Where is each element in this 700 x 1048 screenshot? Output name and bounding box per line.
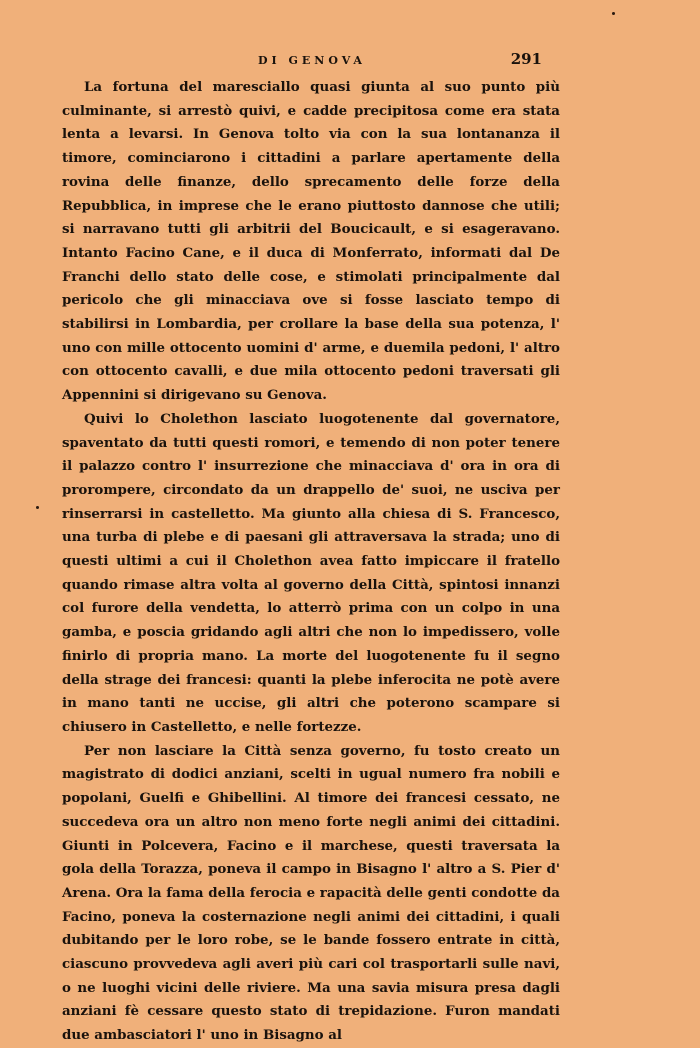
paragraph-2: Quivi lo Cholethon lasciato luogotenente dal governatore, spaventato da tutti questi romori, e temendo di non poter tenere il palazzo contro l' insurrezione che minacciava d' ora in ora di prorompere, circondato da un drappello de' suoi, ne usciva per rinserrarsi in castelletto. Ma giunto alla chiesa di S. Francesco, una turba di plebe e di paesani gli attraversava la strada; uno di questi ultimi a cui il Cholethon avea fatto impiccare il fratello quando rimase altra volta al governo della Città, spintosi innanzi col furore della vendetta, lo atterrò prima con un colpo in una gamba, e poscia gridando agli altri che non lo impedissero, volle finirlo di propria mano. La morte del luogotenente fu il segno della strage dei francesi: quanti la plebe inferocita ne potè avere in mano tanti ne uccise, gli altri che poterono scampare si chiusero in Castelletto, e nelle fortezze. xyxy=(62,410,560,735)
paragraph-3: Per non lasciare la Città senza governo, fu tosto creato un magistrato di dodici anziani, scelti in ugual numero fra nobili e popolani, Guelfi e Ghibellini. Al timore dei francesi cessato, ne succedeva ora un altro non meno forte negli animi dei cittadini. Giunti in Polcevera, Facino e il marchese, questi traversata la gola della Torazza, poneva il campo in Bisagno l' altro a S. Pier d' Arena. Ora la fama della ferocia e rapacità delle genti condotte da Facino, poneva la costernazione negli animi dei cittadini, i quali dubitando per le loro robe, se le bande fossero entrate in città, ciascuno provvedeva agli averi più cari col trasportarli sulle navi, o ne luoghi vicini delle riviere. Ma una savia misura presa dagli anziani fè cessare questo stato di trepidazione. Furon mandati due ambasciatori l' uno in Bisagno al xyxy=(62,742,560,1044)
paragraph-1: La fortuna del maresciallo quasi giunta al suo punto più culminante, si arrestò quivi, e cadde precipitosa come era stata lenta a levarsi. In Genova tolto via con la sua lontananza il timore, cominciarono i cittadini a parlare apertamente della rovina delle finanze, dello sprecamento delle forze della Repubblica, in imprese che le erano piuttosto dannose che utili; si narravano tutti gli arbitrii del Boucicault, e si esageravano. Intanto Facino Cane, e il duca di Monferrato, informati dal De Franchi dello stato delle cose, e stimolati principalmente dal pericolo che gli minacciava ove si fosse lasciato tempo di stabilirsi in Lombardia, per crollare la base della sua potenza, l' uno con mille ottocento uomini d' arme, e duemila pedoni, l' altro con ottocento cavalli, e due mila ottocento pedoni traversati gli Appennini si dirigevano su Genova. xyxy=(62,79,560,404)
ink-speck xyxy=(612,12,615,15)
page-header xyxy=(62,50,542,68)
running-title: DI GENOVA xyxy=(258,54,366,67)
page-number: 291 xyxy=(510,50,542,68)
ink-speck xyxy=(36,506,39,509)
body-text xyxy=(62,76,560,1048)
